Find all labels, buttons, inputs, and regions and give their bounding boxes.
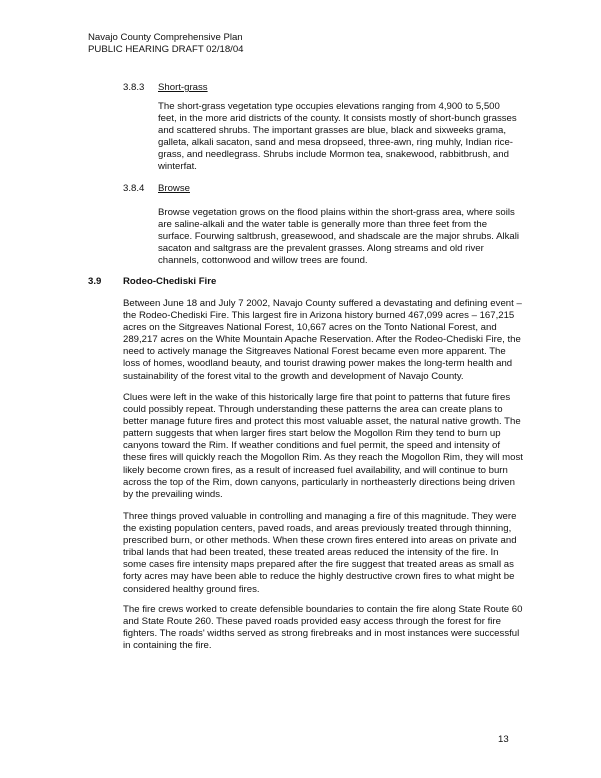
paragraph-fire-3: Three things proved valuable in controlling and managing a fire of this magnitude. They were the existing population centers, paved roads, and areas previously treated through thinning, prescribed burn, or other methods. When these crown fires entered into areas on private and tribal lands that had been treated, these treated areas reduced the intensity of the fire. In some cases fire intensity maps prepared after the fire suggest that treated areas as small as forty acres may have been able to reduce the highly destructive crown fires to what might be considered healthy ground fires. <box>123 511 517 595</box>
section-number-shortgrass: 3.8.3 <box>123 82 145 93</box>
paragraph-fire-4: The fire crews worked to create defensible boundaries to contain the fire along State Route 60 and State Route 260. These paved roads provided easy access through the forest for fire fighters. The roads' widths served as strong firebreaks and in most instances were successful in containing the fire. <box>123 604 523 652</box>
header-draft-label: PUBLIC HEARING DRAFT 02/18/04 <box>88 44 244 55</box>
section-title-browse: Browse <box>158 183 190 194</box>
section-number-browse: 3.8.4 <box>123 183 145 194</box>
page-number: 13 <box>498 734 509 745</box>
section-number-fire: 3.9 <box>88 276 102 287</box>
header-plan-title: Navajo County Comprehensive Plan <box>88 32 243 43</box>
paragraph-fire-2: Clues were left in the wake of this historically large fire that point to patterns that future fires could possibly repeat. Through understanding these patterns the area can create plans to better manage future fires and protect this most valuable asset, the natural native growth. The pattern suggests that when larger fires start below the Mogollon Rim they tend to burn up canyons toward the Rim. If weather conditions and fuel permit, the speed and intensity of these fires will quickly reach the Mogollon Rim. As they reach the Mogollon Rim, they will most likely become crown fires, as a result of increased fuel availability, and will continue to burn across the top of the Rim, down canyons, particularly in northeasterly directions being driven by the prevailing winds. <box>123 392 523 500</box>
section-title-shortgrass: Short-grass <box>158 82 208 93</box>
paragraph-shortgrass: The short-grass vegetation type occupies elevations ranging from 4,900 to 5,500 feet, in the more arid districts of the county. It consists mostly of short-bunch grasses and scattered shrubs. The important grasses are blue, black and sixweeks grama, galleta, alkali sacaton, sand and mesa dropseed, three-awn, ring muhly, Indian rice-grass, and needlegrass. Shrubs include Mormon tea, snakewood, rabbitbrush, and winterfat. <box>158 101 517 173</box>
section-body-browse <box>158 207 520 267</box>
document-header <box>88 32 244 56</box>
paragraph-browse: Browse vegetation grows on the flood plains within the short-grass area, where soils are saline-alkali and the water table is generally more than three feet from the surface. Fourwing saltbrush, greasewood, and shadscale are the major shrubs. Alkali sacaton and saltgrass are the prevalent grasses. Along streams and old river channels, cottonwood and willow trees are found. <box>158 207 520 267</box>
paragraph-fire-1: Between June 18 and July 7 2002, Navajo County suffered a devastating and defining event – the Rodeo-Chediski Fire. This largest fire in Arizona history burned 467,099 acres – 167,215 acres on the Sitgreaves National Forest, 10,667 acres on the Tonto National Forest, and 289,217 acres on the White Mountain Apache Reservation. After the Rodeo-Chediski Fire, the need to actively manage the Sitgreaves National Forest became even more apparent. The loss of homes, woodland beauty, and tourist drawing power makes the long-term health and sustainability of the forest vital to the growth and development of Navajo County. <box>123 298 522 382</box>
section-title-fire: Rodeo-Chediski Fire <box>123 276 217 287</box>
section-body-shortgrass <box>158 101 520 174</box>
